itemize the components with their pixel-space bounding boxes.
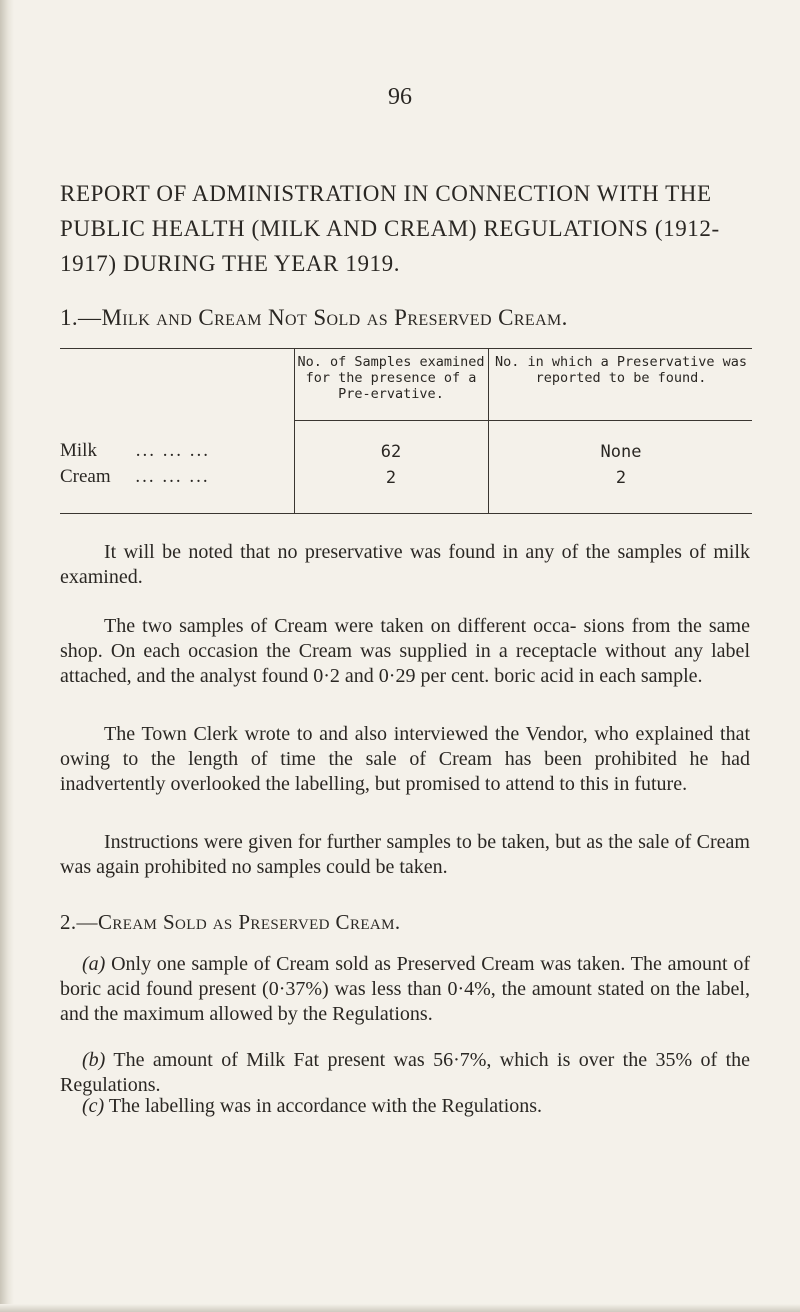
paragraph-4: Instructions were given for further samples to be taken, but as the sale of Cream was again prohibited no samples could be taken.	[60, 831, 750, 878]
section-1-title: Milk and Cream Not Sold as Preserved Cream.	[101, 305, 568, 330]
leader-dots: ... ... ...	[135, 466, 210, 487]
leader-dots: ... ... ...	[135, 440, 210, 461]
report-title: REPORT OF ADMINISTRATION IN CONNECTION WITH THE PUBLIC HEALTH (MILK AND CREAM) REGULATIONS (1912-1917) DURING THE YEAR 1919.	[60, 181, 720, 276]
table-bottom-rule	[60, 513, 752, 514]
row-label-cream	[60, 466, 290, 488]
row-label-text: Milk	[60, 440, 97, 461]
item-b	[60, 1048, 750, 1098]
item-c	[60, 1094, 750, 1119]
table-header-rule	[294, 420, 752, 421]
cell-milk-found: None	[600, 442, 642, 462]
section-2-number: 2.—	[60, 910, 98, 934]
table-divider-right	[488, 348, 489, 514]
cell-cream-found: 2	[615, 468, 627, 488]
item-c-marker: (c)	[82, 1095, 105, 1117]
paragraph-2: The two samples of Cream were taken on different occa- sions from the same shop. On each occasion the Cream was supplied in a receptacle without any label attached, and the analyst found 0·2 and 0·29 per cent. boric acid in each sample.	[60, 615, 750, 687]
paragraph-3: The Town Clerk wrote to and also interviewed the Vendor, who explained that owing to the length of time the sale of Cream has been prohibited he had inadvertently overlooked the labelling, but promised to attend to this in future.	[60, 723, 750, 795]
preservative-table	[60, 348, 752, 514]
page-number: 96	[388, 84, 412, 110]
row-label-milk	[60, 440, 290, 462]
item-b-marker: (b)	[82, 1049, 106, 1071]
section-1-number: 1.—	[60, 305, 102, 330]
col-header-examined: No. of Samples examined for the presence of a Pre-ervative.	[297, 354, 485, 402]
page-edge-shadow	[0, 0, 14, 1312]
item-a	[60, 952, 750, 1027]
paragraph-1: It will be noted that no preservative was found in any of the samples of milk examined.	[60, 541, 750, 588]
section-1-heading	[60, 305, 568, 331]
item-b-text: The amount of Milk Fat present was 56·7%, which is over the 35% of the Regulations.	[60, 1049, 750, 1096]
item-c-text: The labelling was in accordance with the Regulations.	[108, 1095, 543, 1117]
item-a-text: Only one sample of Cream sold as Preserved Cream was taken. The amount of boric acid found present (0·37%) was less than 0·4%, the amount stated on the label, and the maximum allowed by the Regulations.	[60, 953, 750, 1025]
cell-cream-examined: 2	[385, 468, 397, 488]
cell-milk-examined: 62	[380, 442, 402, 462]
section-2-title: Cream Sold as Preserved Cream.	[97, 910, 401, 934]
table-divider-left	[294, 348, 295, 514]
table-top-rule	[60, 348, 752, 349]
page-bottom-shadow	[0, 1304, 800, 1312]
col-header-found: No. in which a Preservative was reported to be found.	[495, 354, 747, 386]
row-label-text: Cream	[60, 466, 111, 487]
section-2-heading	[60, 910, 401, 935]
item-a-marker: (a)	[82, 953, 106, 975]
